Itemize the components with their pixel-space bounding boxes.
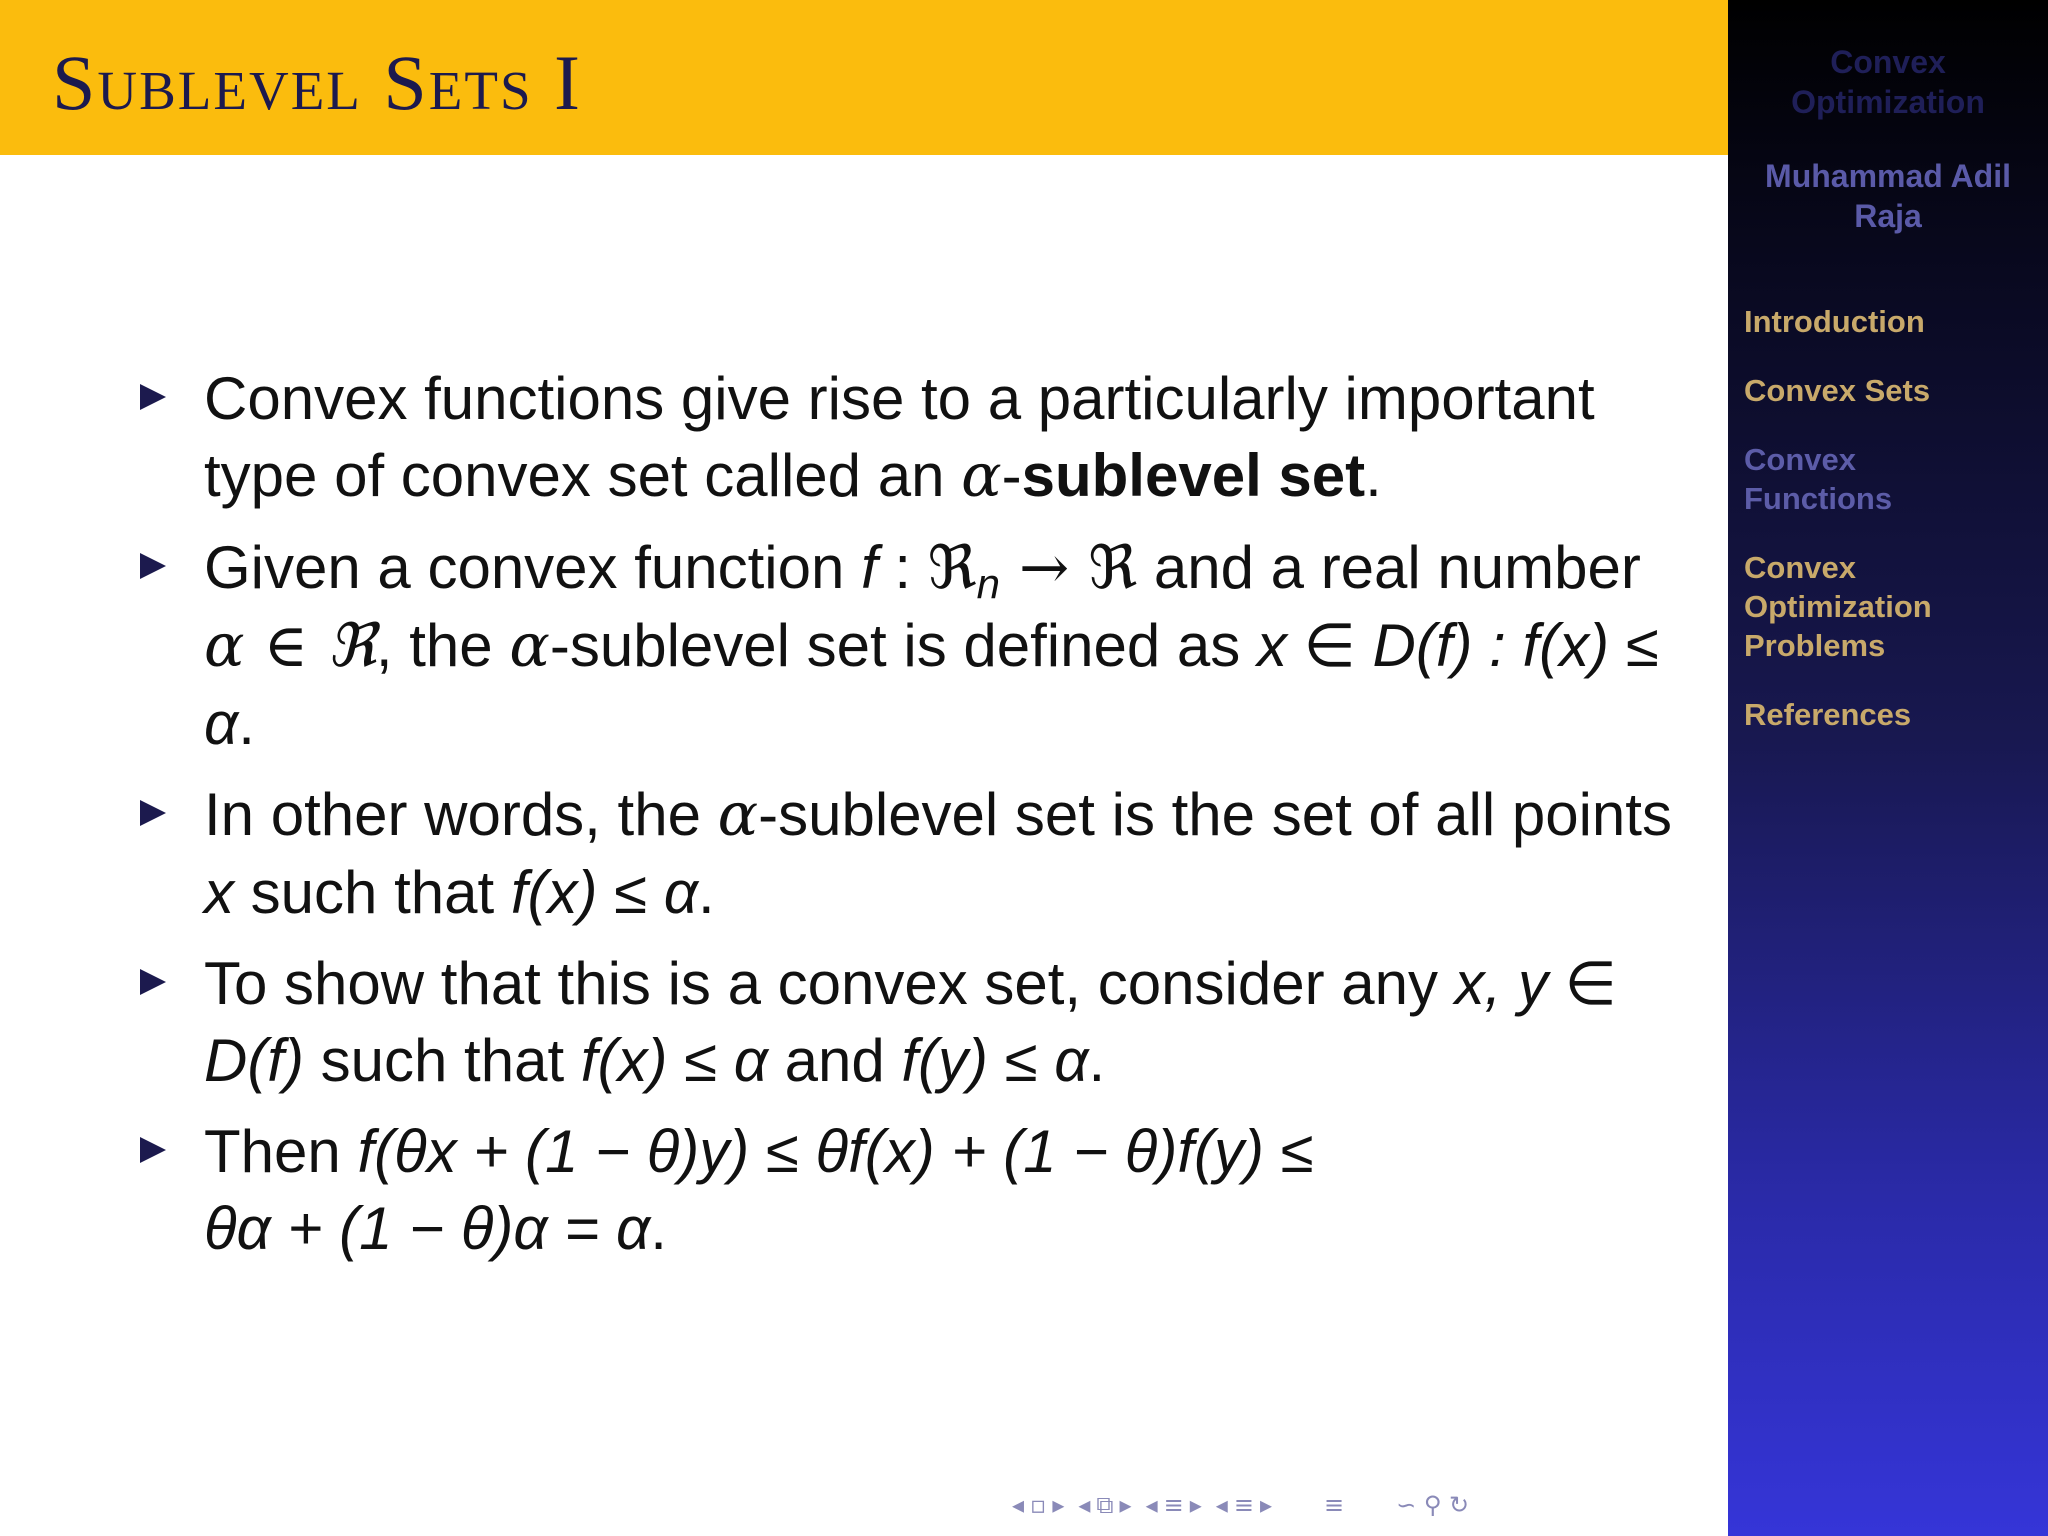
slide-content xyxy=(140,360,1680,1281)
sidebar-item-label: References xyxy=(1744,697,1912,732)
sidebar-item-label: Convex xyxy=(1744,442,1856,477)
bullet-text xyxy=(204,360,1680,515)
bullet-text xyxy=(204,945,1680,1099)
text-run: . xyxy=(697,859,715,926)
bullet-text xyxy=(204,1113,1680,1267)
math-expression: θα + (1 − θ)α = α xyxy=(204,1195,651,1262)
bullet-item xyxy=(140,1113,1680,1267)
text-run: , the xyxy=(375,612,510,679)
text-run: In other words, the xyxy=(204,781,718,848)
text-run: . xyxy=(1365,442,1382,509)
sidebar-item-label: Optimization xyxy=(1744,589,1932,624)
math-expression: x ∈ D(f) : f(x) ≤ α xyxy=(204,612,1659,757)
text-run: Convex functions give rise to a particularly important type of convex set called an xyxy=(204,365,1595,509)
sidebar-item-label: Problems xyxy=(1744,628,1886,663)
bullet-triangle-icon xyxy=(140,1137,166,1163)
math-real: ℜ xyxy=(927,533,977,603)
sidebar-item-convex-sets[interactable] xyxy=(1744,371,2040,410)
text-run: and xyxy=(767,1027,902,1094)
text-run: such that xyxy=(234,859,511,926)
sidebar-item-label: Convex xyxy=(1744,550,1856,585)
sidebar-item-label: Convex Sets xyxy=(1744,373,1931,408)
frame-nav-group xyxy=(1012,1491,1064,1519)
sidebar-author-line: Muhammad Adil xyxy=(1765,158,2011,194)
sidebar-title-line: Convex xyxy=(1830,44,1946,80)
nav-right-icon[interactable]: ▸ xyxy=(1052,1491,1065,1519)
text-run: and a real number xyxy=(1137,534,1641,601)
math-expression: f(x) ≤ α xyxy=(580,1027,768,1094)
bullet-text xyxy=(204,776,1680,931)
math-colon: : xyxy=(877,534,928,601)
math-expression: f(x) ≤ α xyxy=(510,859,698,926)
sidebar-title-line: Optimization xyxy=(1791,84,1985,120)
bullet-item xyxy=(140,776,1680,931)
text-run: To show that this is a convex set, consider any xyxy=(204,950,1455,1017)
bullet-triangle-icon xyxy=(140,553,166,579)
document-nav-group xyxy=(1216,1491,1272,1519)
math-alpha: α xyxy=(717,780,759,850)
nav-right-icon[interactable]: ▸ xyxy=(1119,1491,1132,1519)
bullet-item xyxy=(140,360,1680,515)
math-alpha: α xyxy=(961,441,1002,511)
bold-term: sublevel set xyxy=(1021,442,1366,509)
math-x: x xyxy=(204,859,234,926)
bullet-triangle-icon xyxy=(140,969,166,995)
appendix-icon[interactable]: ≡ xyxy=(1324,1491,1345,1519)
sidebar-item-label: Introduction xyxy=(1744,304,1925,339)
nav-left-icon[interactable]: ◂ xyxy=(1145,1491,1158,1519)
sidebar xyxy=(1728,0,2048,1536)
math-expression: f(y) ≤ α xyxy=(901,1027,1089,1094)
text-run: - xyxy=(1001,442,1022,509)
math-arrow: → ℜ xyxy=(999,533,1138,603)
subsection-nav-group xyxy=(1078,1491,1131,1519)
sidebar-author[interactable] xyxy=(1728,156,2048,236)
bullet-triangle-icon xyxy=(140,384,166,410)
text-run: -sublevel set is defined as xyxy=(549,612,1257,679)
slide-title: Sublevel Sets I xyxy=(52,39,583,126)
frame-icon[interactable]: ▫ xyxy=(1030,1491,1047,1519)
sidebar-item-references[interactable] xyxy=(1744,695,2040,734)
text-run: Then xyxy=(204,1118,358,1185)
nav-right-icon[interactable]: ▸ xyxy=(1189,1491,1202,1519)
math-f: f xyxy=(861,534,878,601)
math-alpha: α xyxy=(509,611,550,681)
bullet-item xyxy=(140,945,1680,1099)
bullet-item xyxy=(140,529,1680,762)
math-expression: f(θx + (1 − θ)y) ≤ θf(x) + (1 − θ)f(y) ≤ xyxy=(357,1118,1314,1185)
text-run: . xyxy=(1088,1027,1106,1094)
nav-left-icon[interactable]: ◂ xyxy=(1215,1491,1228,1519)
sidebar-item-convex-optimization-problems[interactable] xyxy=(1744,548,2040,665)
text-run: . xyxy=(650,1195,667,1262)
text-run: Given a convex function xyxy=(204,534,862,601)
math-expression: α ∈ ℜ xyxy=(204,611,376,681)
title-bar xyxy=(0,0,1728,155)
sidebar-item-label: Functions xyxy=(1744,481,1893,516)
sidebar-presentation-title[interactable] xyxy=(1728,42,2048,122)
sidebar-nav xyxy=(1744,302,2040,764)
search-back-zoom-icon[interactable]: ∽ ⚲ ↻ xyxy=(1396,1491,1470,1519)
nav-left-icon[interactable]: ◂ xyxy=(1078,1491,1091,1519)
section-nav-group xyxy=(1146,1491,1202,1519)
text-run: . xyxy=(238,690,255,757)
section-icon[interactable]: ≡ xyxy=(1163,1491,1184,1519)
math-expression: x, y ∈ D(f) xyxy=(204,950,1617,1094)
text-run: such that xyxy=(303,1027,581,1094)
sidebar-item-convex-functions[interactable] xyxy=(1744,440,2040,518)
bullet-triangle-icon xyxy=(140,800,166,826)
math-subscript: n xyxy=(976,560,1000,607)
nav-right-icon[interactable]: ▸ xyxy=(1259,1491,1272,1519)
text-run: -sublevel set is the set of all points xyxy=(758,781,1672,848)
nav-left-icon[interactable]: ◂ xyxy=(1012,1491,1025,1519)
subsection-icon[interactable]: ⧉ xyxy=(1096,1491,1114,1519)
sidebar-item-introduction[interactable] xyxy=(1744,302,2040,341)
bullet-text xyxy=(204,529,1680,762)
sidebar-author-line: Raja xyxy=(1854,198,1922,234)
document-icon[interactable]: ≡ xyxy=(1233,1491,1254,1519)
beamer-navigation-bar xyxy=(1012,1488,1712,1522)
